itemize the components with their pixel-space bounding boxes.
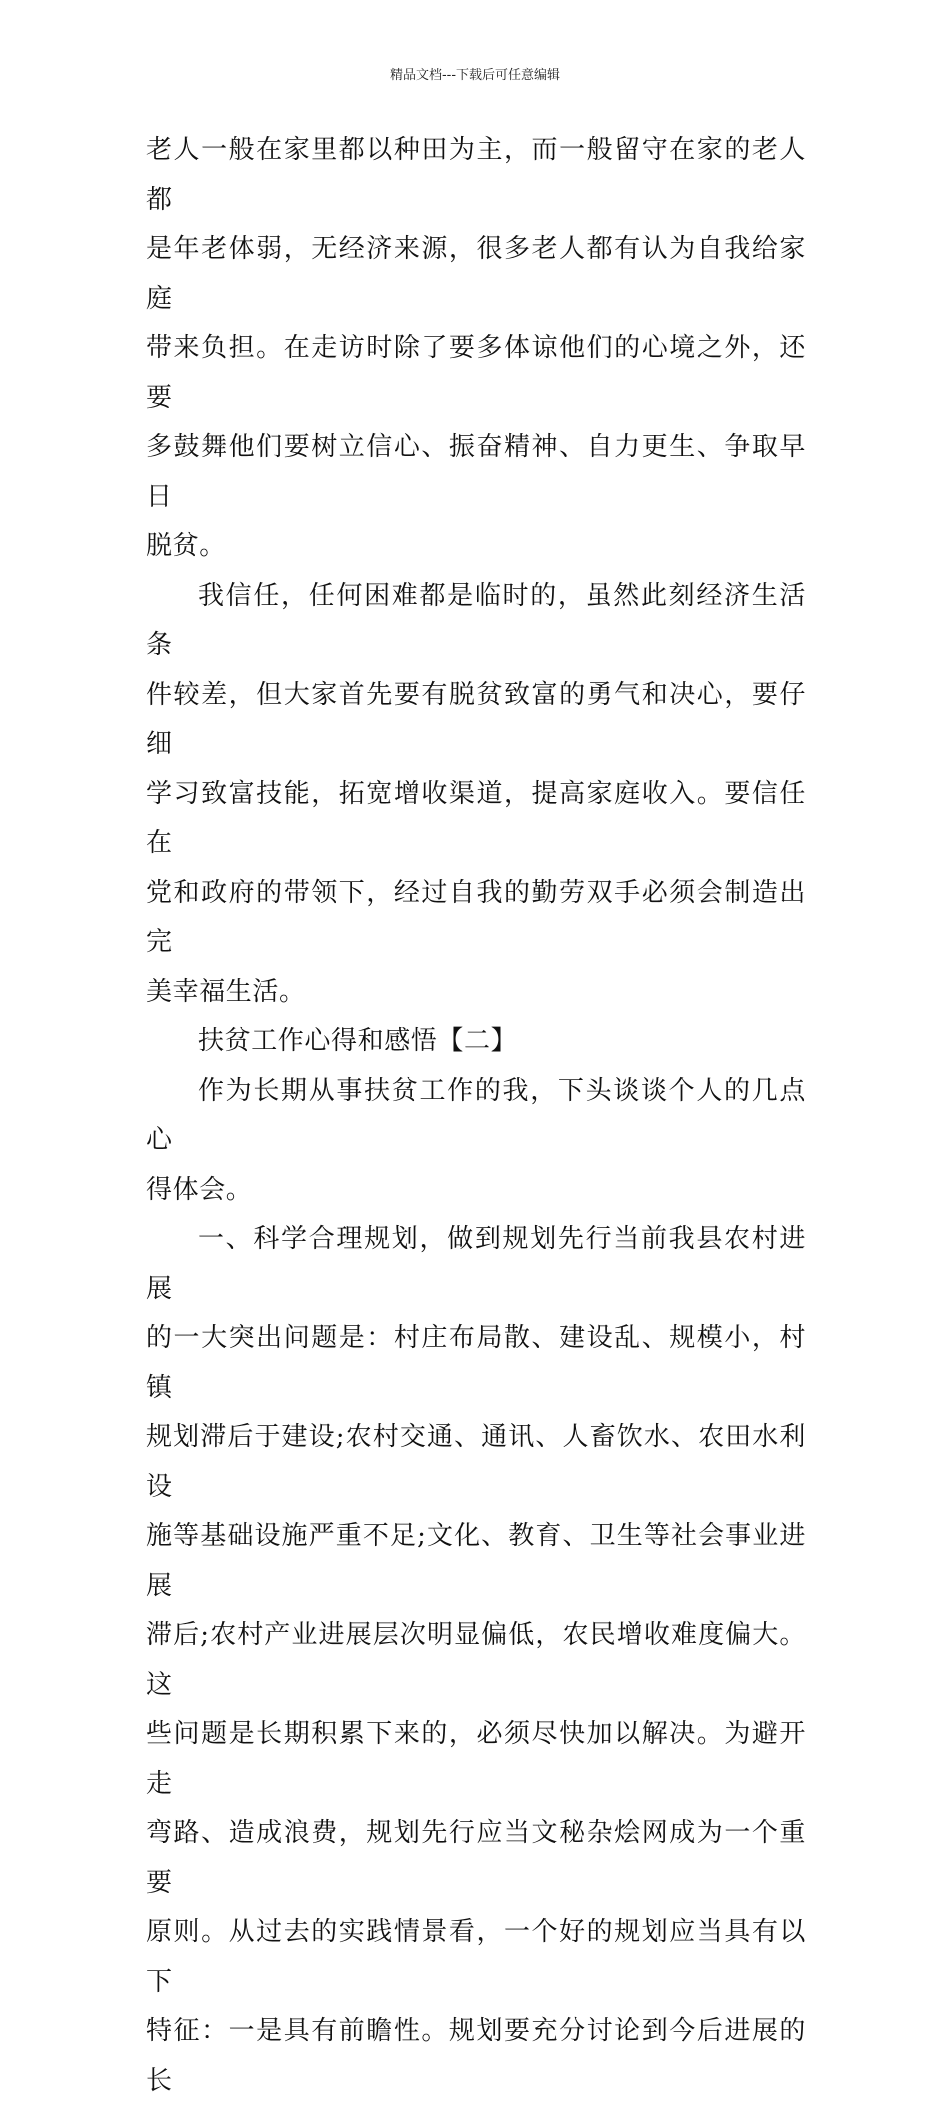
section-heading: 扶贫工作心得和感悟【二】	[198, 1026, 518, 1056]
paragraph-4: 一、科学合理规划，做到规划先行当前我县农村进展 的一大突出问题是：村庄布局散、建设乱、规模小，村镇 规划滞后于建设;农村交通、通讯、人畜饮水、农田水利设 施等基础设施严重不足;文化、教育、卫生等社会事业进展 滞后;农村产业进展层次明显偏低，农民增收难度偏大。这 些问题是长期积累下来的，必须尽快加以解决。为避开走 弯路、造成浪费，规划先行应当文秘杂烩网成为一个重要 原则。从过去的实践情景看，一个好的规划应当具有以下 特征：一是具有前瞻性。规划要充分讨论到今后进展的长	[146, 1224, 806, 2096]
page-header: 精品文档---下载后可任意编辑	[389, 68, 561, 83]
document-body	[146, 126, 806, 2106]
paragraph-1: 老人一般在家里都以种田为主，而一般留守在家的老人都 是年老体弱，无经济来源，很多老人都有认为自我给家庭 带来负担。在走访时除了要多体谅他们的心境之外，还要 多鼓舞他们要树立信心、振奋精神、自力更生、争取早日 脱贫。	[146, 135, 806, 561]
paragraph-3: 作为长期从事扶贫工作的我，下头谈谈个人的几点心 得体会。	[146, 1075, 806, 1205]
paragraph-2: 我信任，任何困难都是临时的，虽然此刻经济生活条 件较差，但大家首先要有脱贫致富的勇气和决心，要仔细 学习致富技能，拓宽增收渠道，提高家庭收入。要信任在 党和政府的带领下，经过自我的勤劳双手必须会制造出完 美幸福生活。	[146, 580, 806, 1007]
